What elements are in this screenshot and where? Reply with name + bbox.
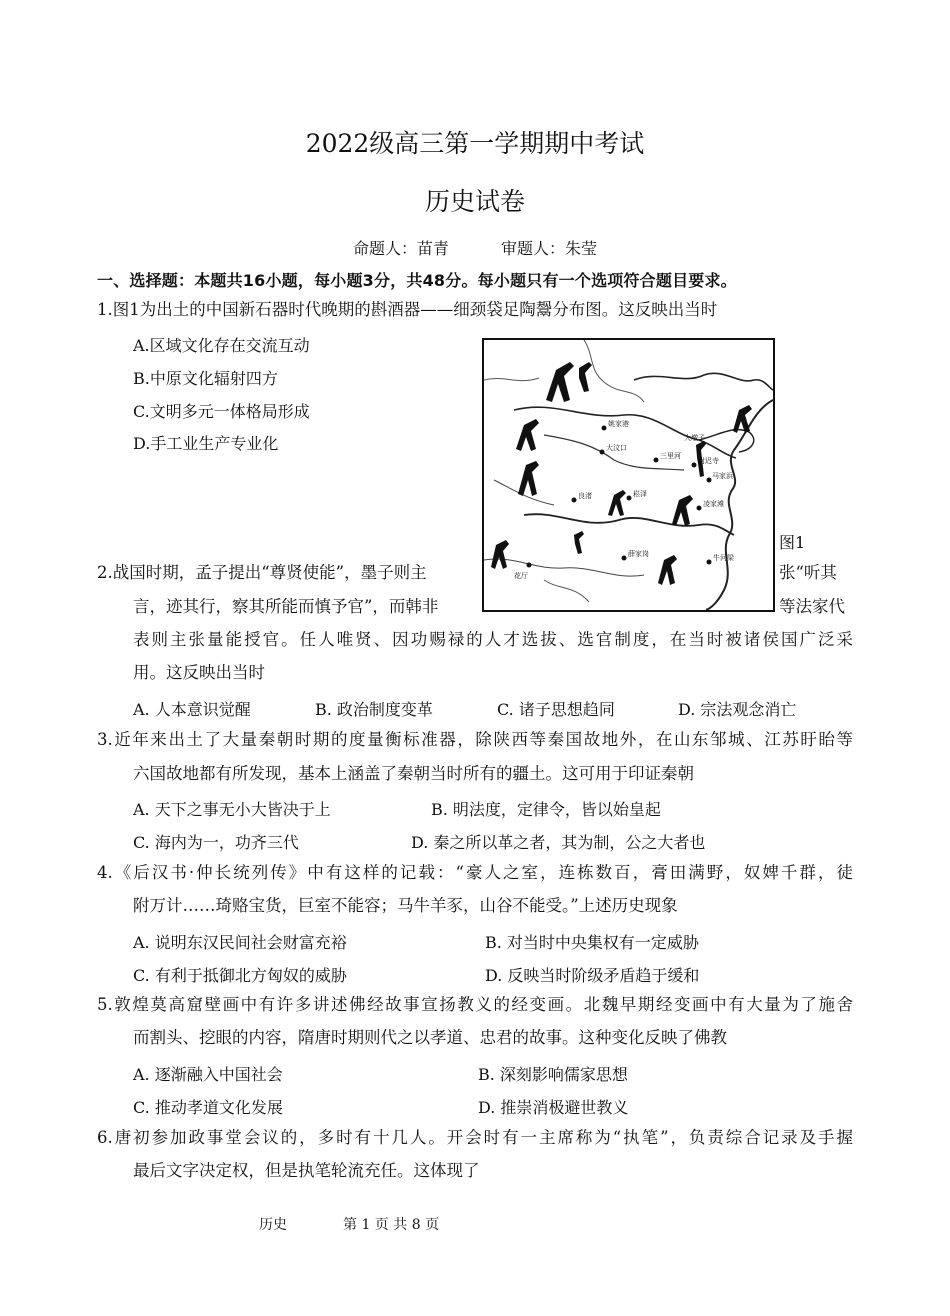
q3-option-a: A. 天下之事无小大皆决于上 [133, 800, 331, 819]
q2-option-c: C. 诸子思想趋同 [497, 700, 615, 719]
q1-figure-caption: 图1 [779, 533, 806, 552]
exam-title: 2022级高三第一学期期中考试 [305, 129, 645, 158]
map-label: 花厅 [514, 572, 528, 580]
q6-line-2: 最后文字决定权，但是执笔轮流充任。这体现了 [133, 1161, 480, 1180]
q1-distribution-map [482, 338, 775, 612]
q3-line-1: 3.近年来出土了大量秦朝时期的度量衡标准器，除陕西等秦国故地外，在山东邹城、江苏盱眙等 [97, 730, 853, 749]
q2-line-4: 用。这反映出当时 [133, 663, 265, 682]
q4-option-b: B. 对当时中央集权有一定威胁 [485, 933, 699, 952]
q2-line-2b: 等法家代 [779, 597, 845, 616]
author-line [0, 236, 950, 259]
q4-option-a: A. 说明东汉民间社会财富充裕 [133, 933, 347, 952]
map-label: 薛家岗 [628, 550, 649, 558]
q1-option-d: D.手工业生产专业化 [133, 434, 279, 453]
map-label: 凌家滩 [703, 500, 724, 508]
q4-line-1: 4.《后汉书·仲长统列传》中有这样的记载：“豪人之室，连栋数百，膏田满野，奴婢千群，徒 [97, 863, 853, 882]
q5-option-d: D. 推崇消极避世教义 [478, 1098, 629, 1117]
q3-option-d: D. 秦之所以革之者，其为制，公之大者也 [411, 833, 706, 852]
q1-stem: 1.图1为出土的中国新石器时代晚期的斟酒器——细颈袋足陶鬶分布图。这反映出当时 [97, 300, 718, 319]
q5-line-2: 而割头、挖眼的内容，隋唐时期则代之以孝道、忠君的故事。这种变化反映了佛教 [133, 1028, 727, 1047]
map-label: 大墩子 [684, 434, 705, 442]
map-label: 大汶口 [606, 444, 627, 452]
q2-line-3: 表则主张量能授官。任人唯贤、因功赐禄的人才选拔、选官制度，在当时被诸侯国广泛采 [133, 630, 853, 649]
q5-option-b: B. 深刻影响儒家思想 [478, 1065, 628, 1084]
map-label: 崧泽 [633, 490, 647, 498]
exam-subtitle: 历史试卷 [424, 187, 525, 216]
q2-line-1b: 张“听其 [779, 563, 837, 582]
q3-option-c: C. 海内为一，功齐三代 [133, 833, 299, 852]
map-label: 牛河梁 [713, 554, 734, 562]
q2-option-b: B. 政治制度变革 [315, 700, 433, 719]
q1-option-a: A.区域文化存在交流互动 [133, 336, 310, 355]
footer-subject: 历史 [259, 1217, 287, 1233]
map-label: 姚家港 [608, 420, 629, 428]
proposer: 命题人：苗青 [352, 239, 449, 258]
q4-option-d: D. 反映当时阶级矛盾趋于缓和 [485, 966, 700, 985]
q4-line-2: 附万计……琦赂宝货，巨室不能容；马牛羊豕，山谷不能受。”上述历史现象 [133, 896, 678, 915]
map-label: 良渚 [578, 492, 592, 500]
q5-line-1: 5.敦煌莫高窟壁画中有许多讲述佛经故事宣扬教义的经变画。北魏早期经变画中有大量为了施舍 [97, 995, 853, 1014]
q3-option-b: B. 明法度，定律令，皆以始皇起 [431, 800, 661, 819]
footer-page-number: 第 1 页 共 8 页 [343, 1217, 440, 1233]
q5-option-c: C. 推动孝道文化发展 [133, 1098, 283, 1117]
q6-line-1: 6.唐初参加政事堂会议的，多时有十几人。开会时有一主席称为“执笔”，负责综合记录及手握 [97, 1128, 853, 1147]
map-drawing [484, 340, 773, 610]
reviewer: 审题人：朱莹 [501, 239, 598, 258]
q3-line-2: 六国故地都有所发现，基本上涵盖了秦朝当时所有的疆土。这可用于印证秦朝 [133, 764, 694, 783]
q5-option-a: A. 逐渐融入中国社会 [133, 1065, 283, 1084]
map-label: 尉迟寺 [698, 457, 719, 465]
section-heading: 一、选择题：本题共16小题，每小题3分，共48分。每小题只有一个选项符合题目要求。 [97, 271, 737, 290]
q4-option-c: C. 有利于抵御北方匈奴的威胁 [133, 966, 347, 985]
map-label: 三里河 [660, 452, 681, 460]
q1-option-b: B.中原文化辐射四方 [133, 369, 278, 388]
map-label: 马家浜 [712, 472, 733, 480]
q1-option-c: C.文明多元一体格局形成 [133, 402, 310, 421]
q2-option-d: D. 宗法观念消亡 [678, 700, 797, 719]
q2-option-a: A. 人本意识觉醒 [133, 700, 251, 719]
q2-line-2a: 言，迹其行，察其所能而慎予官”，而韩非 [133, 597, 439, 616]
q2-line-1a: 2.战国时期，孟子提出“尊贤使能”，墨子则主 [97, 563, 427, 582]
